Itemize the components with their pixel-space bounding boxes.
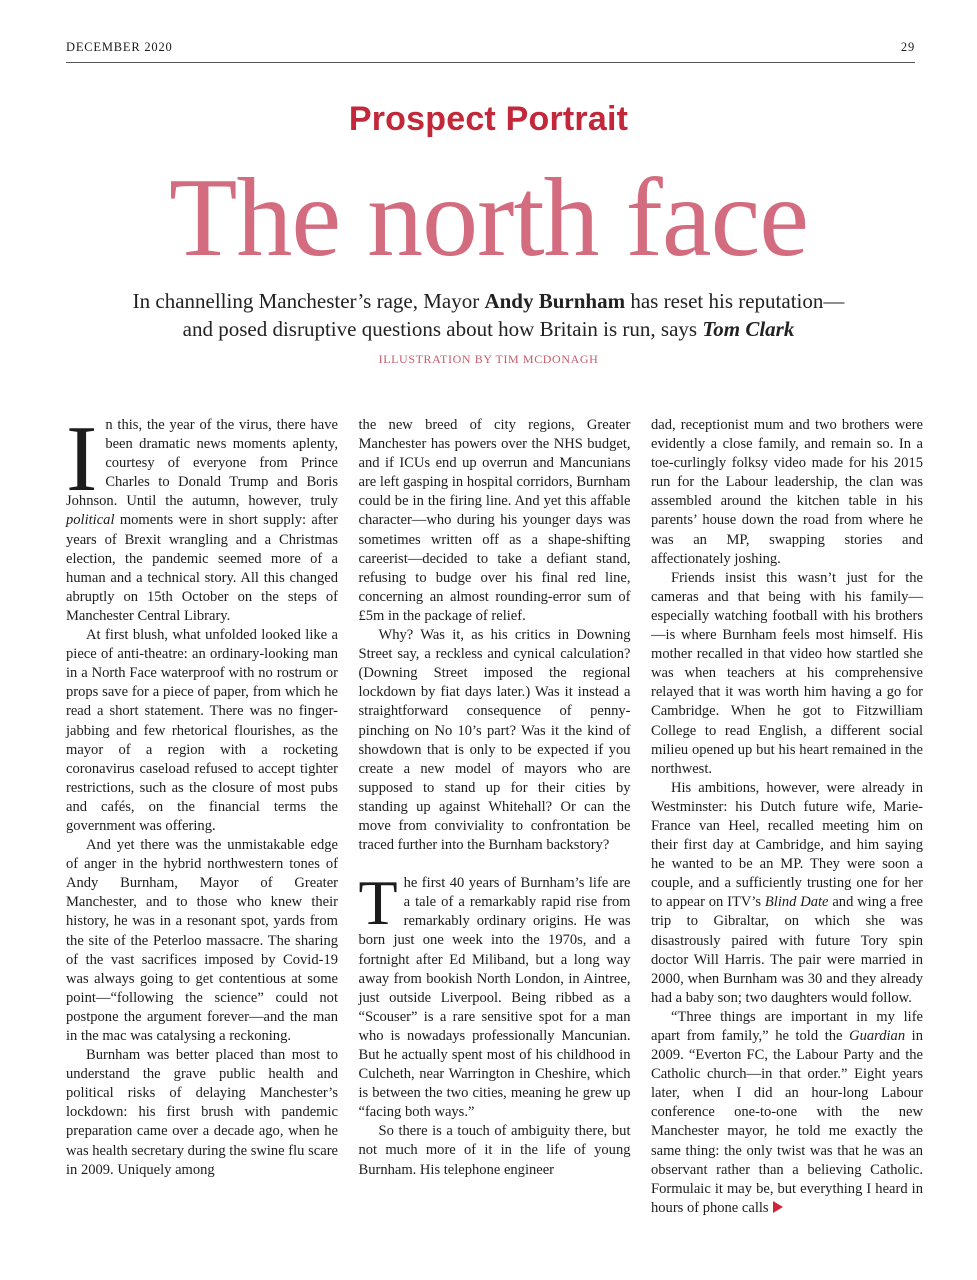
paragraph: the new breed of city regions, Greater Manchester has powers over the NHS budget, and if ICUs end up overrun and Mancunians are left gasping in hospital corridors, Burnham could be in the firing line. And yet this affable character—who during his younger days was sometimes written off as a shape-shifting careerist—decided to take a defiant stand, refusing to budge over his final red line, concerning an almost rounding-error sum of £5m in the package of relief. bbox=[358, 417, 631, 624]
column-2 bbox=[359, 416, 631, 1236]
subject-name: Andy Burnham bbox=[484, 289, 626, 313]
section-kicker: Prospect Portrait bbox=[348, 100, 629, 138]
paragraph: dad, receptionist mum and two brothers were evidently a close family, and remain so. In a toe-curlingly folksy video made for his 2015 run for the Labour leadership, the clan was assembled around the kitchen table in his parents’ house down the road from where he was an MP, swapping stories and affectionately joshing. bbox=[651, 417, 923, 567]
text-run: “Three things are important in my life apart from family,” he told the bbox=[651, 1008, 923, 1044]
standfirst-text: In channelling Manchester’s rage, Mayor bbox=[132, 289, 485, 313]
paragraph bbox=[651, 779, 923, 1008]
page-number: 29 bbox=[900, 40, 915, 54]
italic-text: Guardian bbox=[849, 1028, 906, 1044]
text-run: His ambitions, however, were already in Westminster: his Dutch future wife, Marie-France van Heel, recalled meeting him on their first day at Cambridge, and him saying he wanted to be an MP. They were soon a couple, and a sufficiently trusting one for her to appear on ITV’s bbox=[651, 779, 923, 911]
header-rule bbox=[66, 62, 915, 63]
text-run: in 2009. “Everton FC, the Labour Party and the Catholic church—in that order.” Eight years later, when I did an hour-long Labour conference one-to-one with the new Manchester mayor, he told me exactly the same thing: the only twist was that he was an observant rather than a believing Catholic. Formulaic it may be, but everything I heard in hours of phone calls bbox=[651, 1028, 923, 1216]
issue-date: DECEMBER 2020 bbox=[66, 40, 173, 54]
standfirst bbox=[0, 287, 977, 343]
column-3 bbox=[651, 416, 923, 1236]
paragraph bbox=[66, 407, 338, 626]
paragraph: So there is a touch of ambiguity there, but not much more of it in the life of young Burnham. His telephone engineer bbox=[358, 1123, 631, 1178]
drop-cap: I bbox=[66, 407, 98, 511]
italic-text: political bbox=[66, 512, 115, 529]
paragraph bbox=[358, 867, 631, 1122]
paragraph: Burnham was better placed than most to understand the grave public health and political risks of delaying Manchester’s lockdown: his first brush with pandemic preparation came over a decade ago, when he was health secretary during the swine flu scare in 2009. Uniquely among bbox=[66, 1047, 338, 1178]
text-run: moments were in short supply: after years of Brexit wrangling and a Christmas election, the pandemic seemed more of a human and a technical story. All this changed abruptly on 15th October on the steps of Manchester Central Library. bbox=[66, 512, 338, 624]
standfirst-text: and posed disruptive questions about how Britain is run, says bbox=[182, 317, 703, 341]
paragraph bbox=[651, 1008, 923, 1218]
paragraph: Why? Was it, as his critics in Downing Street say, a reckless and cynical calculation? (Downing Street imposed the regional lockdown by fiat days later.) Was it instead a straightforward consequence of penny-pinching on No 10’s part? Was it the kind of showdown that is only to be expected if you create a new model of mayors who are supposed to stand up for their cities by standing up against Whitehall? Or can the move from conviviality to confrontation be traced further into the Burnham backstory? bbox=[358, 627, 631, 854]
text-run: he first 40 years of Burnham’s life are a tale of a remarkably rapid rise from remarkably ordinary origins. He was born just one week into the 1970s, and a fortnight after Ed Miliband, but a long way away from bookish North London, in Aintree, just outside Liverpool. Being ribbed as a “Scouser” is a rare sensitive spot for a man who is nowadays professionally Mancunian. But he actually spent most of his childhood in Culcheth, near Warrington in Cheshire, which is between the two cities, meaning he grew up “facing both ways.” bbox=[358, 875, 631, 1121]
drop-cap: T bbox=[358, 867, 398, 939]
article-body bbox=[66, 407, 923, 1236]
standfirst-line-2 bbox=[0, 315, 977, 343]
standfirst-text: has reset his reputation— bbox=[625, 289, 845, 313]
paragraph: And yet there was the unmistakable edge of anger in the hybrid northwestern tones of Andy Burnham, Mayor of Greater Manchester, and to those who knew their history, he was in a resonant spot, yards from the site of the Peterloo massacre. The sharing of the vast sacrifices imposed by Covid-19 was always going to get contentious at some point—“following the science” could not postpone the argument forever—and the man in the mac was catalysing a reckoning. bbox=[66, 837, 338, 1044]
continue-arrow-icon bbox=[773, 1201, 783, 1213]
text-run: and wing a free trip to Gibraltar, on which she was disastrously paired with future Tory spin doctor Will Harris. The pair were married in 2000, when Burnham was 30 and they already had a baby son; two daughters would follow. bbox=[651, 894, 923, 1006]
paragraph: At first blush, what unfolded looked like a piece of anti-theatre: an ordinary-looking man in a North Face waterproof with no rostrum or props save for a piece of paper, from which he read a short statement. There was no finger-jabbing and few rhetorical flourishes, as the mayor of a region with a rocketing coronavirus caseload refused to accept tighter restrictions, such as the closure of most pubs and cafés, on the financial terms the government was offering. bbox=[66, 627, 338, 834]
italic-text: Blind Date bbox=[764, 894, 829, 911]
text-run: n this, the year of the virus, there have been dramatic news moments aplenty, courtesy of everyone from Prince Charles to Donald Trump and Boris Johnson. Until the autumn, however, truly bbox=[66, 417, 338, 510]
illustration-credit: ILLUSTRATION BY TIM MCDONAGH bbox=[378, 352, 599, 366]
author-name: Tom Clark bbox=[702, 317, 795, 341]
column-1 bbox=[66, 407, 338, 1236]
standfirst-line-1 bbox=[0, 287, 977, 315]
headline: The north face bbox=[169, 156, 808, 280]
paragraph: Friends insist this wasn’t just for the cameras and that being with his family—especially watching football with his brothers—is where Burnham feels most himself. His mother recalled in that video how startled she was when teachers at his comprehensive relayed that it was worth him having a go for Cambridge. When he got to Fitzwilliam College to read English, a different social milieu opened up but his heart remained in the northwest. bbox=[651, 569, 923, 777]
